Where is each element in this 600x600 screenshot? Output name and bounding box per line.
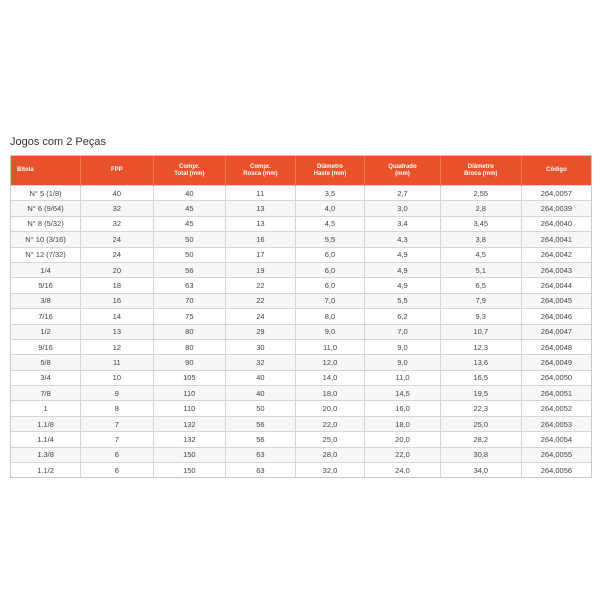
table-cell: 90 [153,355,226,370]
table-cell: 3,5 [295,186,365,201]
table-cell: 16,0 [365,401,440,416]
table-row [11,370,591,385]
table-row [11,278,591,293]
table-cell: 150 [153,447,226,462]
column-header-diametro-haste: Diâmetro Haste (mm) [295,156,365,186]
table-cell: 1.1/4 [11,432,81,447]
table-row [11,262,591,277]
column-header-compr-rosca: Compr. Rosca (mm) [226,156,296,186]
table-row [11,247,591,262]
table-cell: 19 [226,262,296,277]
table-cell: 22,0 [295,416,365,431]
table-cell: 6,5 [440,278,521,293]
table-cell: 132 [153,432,226,447]
column-header-quadrado: Quadrado (mm) [365,156,440,186]
table-cell: 10 [81,370,154,385]
table-cell: 7 [81,432,154,447]
table-cell: 3,8 [440,232,521,247]
table-row [11,186,591,201]
table-cell: 264,0042 [521,247,591,262]
table-cell: 12,3 [440,339,521,354]
table-row [11,309,591,324]
table-cell: 56 [226,432,296,447]
table-cell: 264,0054 [521,432,591,447]
table-cell: 264,0044 [521,278,591,293]
table-cell: 1/2 [11,324,81,339]
table-cell: 22 [226,278,296,293]
table-cell: 264,0039 [521,201,591,216]
table-cell: 8 [81,401,154,416]
table-cell: 6 [81,447,154,462]
table-row [11,232,591,247]
table-cell: 6,2 [365,309,440,324]
table-cell: 16 [81,293,154,308]
table-cell: 24 [81,232,154,247]
table-cell: 7/8 [11,386,81,401]
page-title: Jogos com 2 Peças [10,136,106,148]
table-cell: 56 [226,416,296,431]
table-cell: 40 [226,370,296,385]
table-cell: 16,5 [440,370,521,385]
table-cell: 1/4 [11,262,81,277]
table-cell: 22,0 [365,447,440,462]
table-cell: 32 [226,355,296,370]
table-cell: 2,55 [440,186,521,201]
table-cell: 11,0 [365,370,440,385]
table-cell: 6,0 [295,247,365,262]
table-cell: N° 10 (3/16) [11,232,81,247]
table-cell: 264,0050 [521,370,591,385]
table-cell: 264,0040 [521,216,591,231]
table-cell: 9,0 [365,339,440,354]
table-cell: 7,0 [365,324,440,339]
table-cell: 264,0055 [521,447,591,462]
table-cell: 9/16 [11,339,81,354]
table-row [11,339,591,354]
table-cell: 3,0 [365,201,440,216]
table-cell: 13 [226,216,296,231]
table-cell: 20 [81,262,154,277]
table-cell: 7/16 [11,309,81,324]
table-cell: 45 [153,201,226,216]
table-row [11,355,591,370]
table-cell: 3/4 [11,370,81,385]
table-cell: 34,0 [440,463,521,478]
table-cell: 40 [226,386,296,401]
table-cell: 24,0 [365,463,440,478]
table-cell: 4,9 [365,247,440,262]
table-cell: 7,0 [295,293,365,308]
table-cell: 22 [226,293,296,308]
table-cell: 5,5 [365,293,440,308]
table-row [11,463,591,478]
table-cell: 63 [226,463,296,478]
table-cell: 9,0 [295,324,365,339]
table-cell: 17 [226,247,296,262]
table-cell: 63 [226,447,296,462]
table-cell: 4,5 [440,247,521,262]
table-cell: 25,0 [440,416,521,431]
table-row [11,201,591,216]
table-cell: 11 [226,186,296,201]
table-cell: 1.1/2 [11,463,81,478]
table-cell: 150 [153,463,226,478]
table-cell: 28,0 [295,447,365,462]
table-cell: 264,0051 [521,386,591,401]
table-cell: 30 [226,339,296,354]
table-cell: 2,7 [365,186,440,201]
table-row [11,293,591,308]
table-row [11,447,591,462]
table-cell: 105 [153,370,226,385]
table-cell: 70 [153,293,226,308]
table-row [11,386,591,401]
table-cell: 28,2 [440,432,521,447]
table-cell: 264,0043 [521,262,591,277]
table-cell: 14,5 [365,386,440,401]
table-cell: 40 [81,186,154,201]
table-row [11,432,591,447]
column-header-fpp: FPP [81,156,154,186]
table-cell: 16 [226,232,296,247]
table-cell: 12 [81,339,154,354]
table-cell: 264,0052 [521,401,591,416]
table-cell: 264,0047 [521,324,591,339]
table-cell: 11,0 [295,339,365,354]
table-cell: 1.1/8 [11,416,81,431]
table-cell: 264,0045 [521,293,591,308]
table-cell: 11 [81,355,154,370]
table-cell: 6,0 [295,278,365,293]
table-cell: 2,8 [440,201,521,216]
table-cell: 110 [153,386,226,401]
table-cell: 4,0 [295,201,365,216]
table-cell: 7 [81,416,154,431]
table-cell: 1.3/8 [11,447,81,462]
column-header-bitola: Bitola [11,156,81,186]
table-cell: 264,0056 [521,463,591,478]
table-cell: 9,3 [440,309,521,324]
specs-table [11,156,591,477]
table-cell: 14 [81,309,154,324]
table-row [11,324,591,339]
table-cell: 50 [153,232,226,247]
table-cell: 264,0049 [521,355,591,370]
table-cell: 9 [81,386,154,401]
table-cell: 264,0048 [521,339,591,354]
table-cell: 18,0 [365,416,440,431]
table-cell: N° 8 (5/32) [11,216,81,231]
table-cell: 24 [81,247,154,262]
table-cell: N° 12 (7/32) [11,247,81,262]
table-cell: 6,0 [295,262,365,277]
column-header-diametro-broca: Diâmetro Broca (mm) [440,156,521,186]
table-header-row [11,156,591,186]
table-cell: 13 [81,324,154,339]
table-cell: 63 [153,278,226,293]
table-cell: 32,0 [295,463,365,478]
column-header-compr-total: Compr. Total (mm) [153,156,226,186]
table-cell: 1 [11,401,81,416]
table-cell: 110 [153,401,226,416]
table-cell: 22,3 [440,401,521,416]
table-cell: 29 [226,324,296,339]
table-cell: 56 [153,262,226,277]
table-cell: 24 [226,309,296,324]
table-cell: 80 [153,339,226,354]
table-cell: 264,0041 [521,232,591,247]
table-cell: 50 [226,401,296,416]
table-cell: 8,0 [295,309,365,324]
table-cell: 32 [81,201,154,216]
table-cell: N° 5 (1/8) [11,186,81,201]
table-cell: 19,5 [440,386,521,401]
table-cell: 20,0 [295,401,365,416]
table-cell: 4,9 [365,262,440,277]
column-header-codigo: Código [521,156,591,186]
table-cell: 264,0057 [521,186,591,201]
table-body [11,186,591,478]
table-cell: 13,6 [440,355,521,370]
table-cell: 4,3 [365,232,440,247]
table-cell: 18 [81,278,154,293]
table-cell: 25,0 [295,432,365,447]
table-cell: 20,0 [365,432,440,447]
table-cell: 6 [81,463,154,478]
table-cell: 5,5 [295,232,365,247]
table-cell: N° 6 (9/64) [11,201,81,216]
table-cell: 5,1 [440,262,521,277]
table-cell: 13 [226,201,296,216]
table-cell: 30,8 [440,447,521,462]
table-cell: 10,7 [440,324,521,339]
data-table-container [10,155,592,478]
table-cell: 264,0053 [521,416,591,431]
table-cell: 18,0 [295,386,365,401]
table-cell: 5/16 [11,278,81,293]
table-cell: 12,0 [295,355,365,370]
table-cell: 9,0 [365,355,440,370]
table-cell: 40 [153,186,226,201]
table-row [11,416,591,431]
table-cell: 4,5 [295,216,365,231]
table-cell: 14,0 [295,370,365,385]
table-row [11,401,591,416]
table-cell: 32 [81,216,154,231]
table-cell: 132 [153,416,226,431]
table-cell: 50 [153,247,226,262]
table-cell: 80 [153,324,226,339]
table-cell: 45 [153,216,226,231]
table-cell: 5/8 [11,355,81,370]
table-cell: 3,4 [365,216,440,231]
table-cell: 264,0046 [521,309,591,324]
table-cell: 7,9 [440,293,521,308]
table-cell: 3,45 [440,216,521,231]
table-row [11,216,591,231]
table-cell: 3/8 [11,293,81,308]
table-cell: 75 [153,309,226,324]
table-cell: 4,9 [365,278,440,293]
